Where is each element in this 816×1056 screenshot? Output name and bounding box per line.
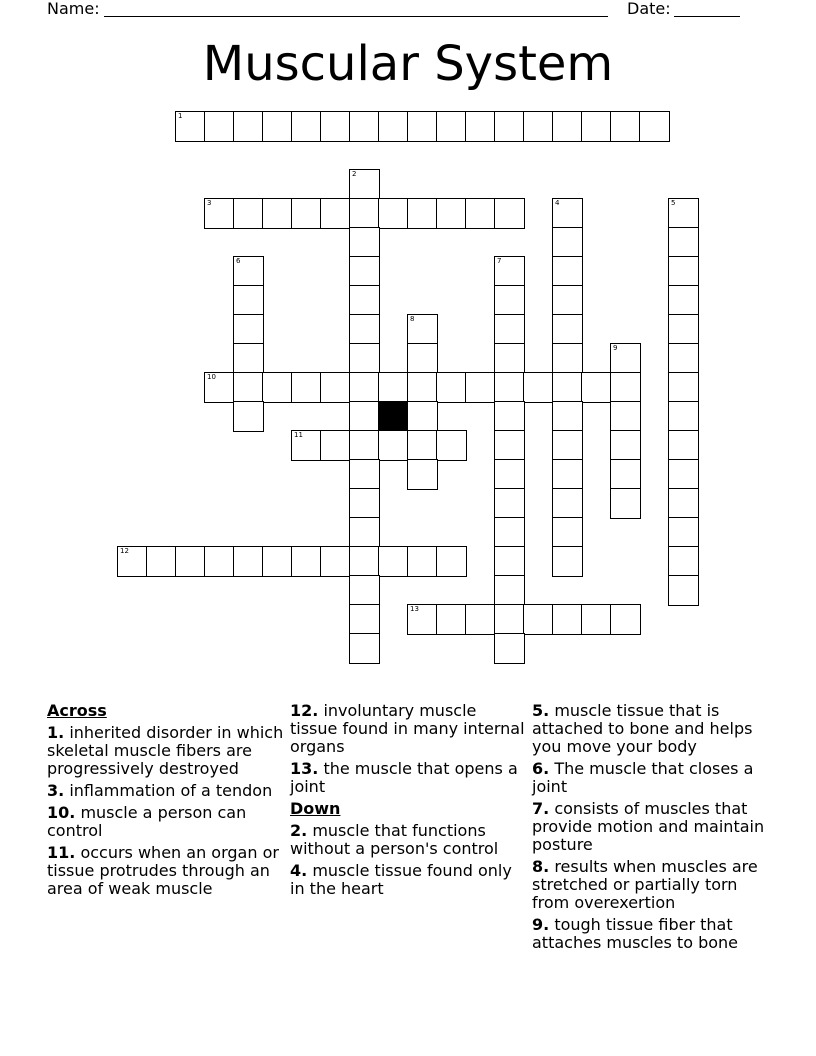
cell-number: 4 xyxy=(555,199,560,207)
clue-text: muscle that functions without a person's control xyxy=(290,821,499,858)
clue-column-2 xyxy=(290,702,528,902)
grid-cell[interactable] xyxy=(668,575,699,606)
grid-cell[interactable] xyxy=(436,604,467,635)
across-heading: Across xyxy=(47,701,107,720)
grid-cell[interactable] xyxy=(494,430,525,461)
grid-cell[interactable] xyxy=(349,633,380,664)
grid-cell[interactable] xyxy=(291,372,322,403)
clue-number: 12. xyxy=(290,701,319,720)
grid-cell[interactable] xyxy=(494,575,525,606)
grid-cell[interactable] xyxy=(204,198,235,229)
grid-cell[interactable] xyxy=(610,459,641,490)
grid-cell[interactable] xyxy=(494,633,525,664)
grid-cell[interactable] xyxy=(494,604,525,635)
cell-number: 5 xyxy=(671,199,676,207)
grid-cell[interactable] xyxy=(378,372,409,403)
grid-cell[interactable] xyxy=(610,430,641,461)
page-title: Muscular System xyxy=(202,36,614,92)
clue-number: 11. xyxy=(47,843,76,862)
clue-text: consists of muscles that provide motion and maintain posture xyxy=(532,799,765,854)
grid-cell[interactable] xyxy=(523,604,554,635)
grid-cell[interactable] xyxy=(204,372,235,403)
grid-cell[interactable] xyxy=(233,314,264,345)
grid-cell[interactable] xyxy=(233,343,264,374)
clue-number: 7. xyxy=(532,799,550,818)
grid-cell[interactable] xyxy=(523,372,554,403)
clue-number: 10. xyxy=(47,803,76,822)
clue-column-1 xyxy=(47,702,285,902)
grid-cell[interactable] xyxy=(349,430,380,461)
clue-text: muscle tissue found only in the heart xyxy=(290,861,512,898)
grid-cell[interactable] xyxy=(233,285,264,316)
grid-cell[interactable] xyxy=(349,111,380,142)
clue-across-13 xyxy=(290,760,528,796)
grid-cell[interactable] xyxy=(465,198,496,229)
down-heading: Down xyxy=(290,799,341,818)
grid-cell[interactable] xyxy=(175,111,206,142)
cell-number: 10 xyxy=(207,373,216,381)
grid-cell[interactable] xyxy=(349,517,380,548)
grid-cell[interactable] xyxy=(610,488,641,519)
grid-cell[interactable] xyxy=(668,517,699,548)
grid-cell[interactable] xyxy=(262,198,293,229)
grid-cell[interactable] xyxy=(117,546,148,577)
cell-number: 12 xyxy=(120,547,129,555)
grid-cell[interactable] xyxy=(291,546,322,577)
cell-number: 7 xyxy=(497,257,502,265)
date-label: Date: xyxy=(627,0,671,18)
clue-text: results when muscles are stretched or partially torn from overexertion xyxy=(532,857,758,912)
grid-cell[interactable] xyxy=(233,198,264,229)
grid-cell[interactable] xyxy=(436,111,467,142)
grid-cell[interactable] xyxy=(668,198,699,229)
cell-number: 1 xyxy=(178,112,183,120)
grid-cell[interactable] xyxy=(320,430,351,461)
clue-text: inherited disorder in which skeletal muscle fibers are progressively destroyed xyxy=(47,723,284,778)
grid-cell[interactable] xyxy=(349,227,380,258)
clue-down-7 xyxy=(532,800,770,854)
clue-down-2 xyxy=(290,822,528,858)
clue-number: 6. xyxy=(532,759,550,778)
cell-number: 2 xyxy=(352,170,357,178)
clue-number: 9. xyxy=(532,915,550,934)
grid-cell[interactable] xyxy=(552,111,583,142)
clue-text: involuntary muscle tissue found in many internal organs xyxy=(290,701,525,756)
grid-cell[interactable] xyxy=(552,343,583,374)
grid-cell[interactable] xyxy=(668,285,699,316)
grid-cell[interactable] xyxy=(349,372,380,403)
clue-across-12 xyxy=(290,702,528,756)
grid-cell[interactable] xyxy=(233,111,264,142)
grid-cell[interactable] xyxy=(378,546,409,577)
grid-cell[interactable] xyxy=(494,111,525,142)
clue-down-4 xyxy=(290,862,528,898)
grid-cell[interactable] xyxy=(581,604,612,635)
grid-cell[interactable] xyxy=(291,111,322,142)
grid-cell[interactable] xyxy=(552,401,583,432)
grid-cell[interactable] xyxy=(262,111,293,142)
grid-cell[interactable] xyxy=(552,430,583,461)
grid-cell[interactable] xyxy=(407,430,438,461)
grid-cell[interactable] xyxy=(407,372,438,403)
clue-down-8 xyxy=(532,858,770,912)
grid-cell[interactable] xyxy=(349,198,380,229)
grid-cell[interactable] xyxy=(668,401,699,432)
grid-cell[interactable] xyxy=(349,459,380,490)
grid-cell[interactable] xyxy=(639,111,670,142)
grid-cell[interactable] xyxy=(349,314,380,345)
grid-cell[interactable] xyxy=(436,430,467,461)
clue-number: 8. xyxy=(532,857,550,876)
grid-cell[interactable] xyxy=(668,459,699,490)
grid-cell[interactable] xyxy=(552,227,583,258)
grid-cell[interactable] xyxy=(349,401,380,432)
grid-cell[interactable] xyxy=(233,372,264,403)
grid-cell[interactable] xyxy=(610,401,641,432)
grid-cell[interactable] xyxy=(233,256,264,287)
clue-text: inflammation of a tendon xyxy=(69,781,273,800)
grid-cell[interactable] xyxy=(465,604,496,635)
clue-across-10 xyxy=(47,804,285,840)
clue-down-6 xyxy=(532,760,770,796)
grid-cell[interactable] xyxy=(494,256,525,287)
grid-cell[interactable] xyxy=(262,546,293,577)
grid-cell[interactable] xyxy=(407,546,438,577)
clue-number: 13. xyxy=(290,759,319,778)
grid-cell[interactable] xyxy=(349,285,380,316)
grid-cell[interactable] xyxy=(668,430,699,461)
grid-cell[interactable] xyxy=(407,198,438,229)
grid-cell[interactable] xyxy=(552,517,583,548)
grid-cell[interactable] xyxy=(465,111,496,142)
grid-cell[interactable] xyxy=(407,111,438,142)
clue-text: The muscle that closes a joint xyxy=(532,759,754,796)
grid-cell[interactable] xyxy=(204,111,235,142)
grid-cell[interactable] xyxy=(436,546,467,577)
grid-cell[interactable] xyxy=(494,401,525,432)
grid-cell[interactable] xyxy=(349,343,380,374)
clue-text: occurs when an organ or tissue protrudes through an area of weak muscle xyxy=(47,843,279,898)
grid-cell[interactable] xyxy=(610,604,641,635)
grid-cell[interactable] xyxy=(494,459,525,490)
grid-cell[interactable] xyxy=(349,575,380,606)
cell-number: 9 xyxy=(613,344,618,352)
grid-cell[interactable] xyxy=(552,459,583,490)
clue-down-9 xyxy=(532,916,770,952)
grid-cell[interactable] xyxy=(349,488,380,519)
grid-cell[interactable] xyxy=(378,111,409,142)
grid-cell[interactable] xyxy=(581,372,612,403)
grid-cell[interactable] xyxy=(610,343,641,374)
grid-cell[interactable] xyxy=(552,285,583,316)
grid-cell[interactable] xyxy=(552,546,583,577)
grid-cell[interactable] xyxy=(668,314,699,345)
grid-cell[interactable] xyxy=(262,372,293,403)
clue-number: 1. xyxy=(47,723,65,742)
grid-cell[interactable] xyxy=(668,256,699,287)
grid-cell[interactable] xyxy=(233,546,264,577)
grid-cell[interactable] xyxy=(320,198,351,229)
grid-cell[interactable] xyxy=(378,430,409,461)
grid-cell[interactable] xyxy=(668,546,699,577)
grid-cell[interactable] xyxy=(552,198,583,229)
name-label: Name: xyxy=(47,0,100,18)
grid-cell[interactable] xyxy=(552,488,583,519)
grid-cell[interactable] xyxy=(494,372,525,403)
clue-text: muscle tissue that is attached to bone and helps you move your body xyxy=(532,701,753,756)
grid-cell[interactable] xyxy=(349,604,380,635)
grid-cell[interactable] xyxy=(552,372,583,403)
grid-cell[interactable] xyxy=(494,314,525,345)
grid-cell[interactable] xyxy=(349,546,380,577)
cell-number: 6 xyxy=(236,257,241,265)
grid-cell[interactable] xyxy=(523,111,554,142)
clue-text: the muscle that opens a joint xyxy=(290,759,518,796)
clue-number: 4. xyxy=(290,861,308,880)
grid-cell[interactable] xyxy=(320,111,351,142)
grid-cell[interactable] xyxy=(320,546,351,577)
grid-cell[interactable] xyxy=(436,372,467,403)
cell-number: 3 xyxy=(207,199,212,207)
cell-number: 11 xyxy=(294,431,303,439)
grid-cell[interactable] xyxy=(610,111,641,142)
grid-cell[interactable] xyxy=(233,401,264,432)
grid-cell[interactable] xyxy=(378,198,409,229)
grid-cell[interactable] xyxy=(494,198,525,229)
clue-number: 2. xyxy=(290,821,308,840)
grid-cell[interactable] xyxy=(407,604,438,635)
grid-cell[interactable] xyxy=(146,546,177,577)
clue-across-3 xyxy=(47,782,285,800)
grid-cell[interactable] xyxy=(407,459,438,490)
grid-cell[interactable] xyxy=(552,604,583,635)
grid-cell[interactable] xyxy=(175,546,206,577)
grid-cell[interactable] xyxy=(610,372,641,403)
grid-cell[interactable] xyxy=(407,314,438,345)
clue-number: 3. xyxy=(47,781,65,800)
clue-text: muscle a person can control xyxy=(47,803,247,840)
grid-cell[interactable] xyxy=(494,546,525,577)
clue-text: tough tissue fiber that attaches muscles to bone xyxy=(532,915,739,952)
clue-number: 5. xyxy=(532,701,550,720)
grid-cell[interactable] xyxy=(494,517,525,548)
grid-cell[interactable] xyxy=(668,227,699,258)
clue-column-3 xyxy=(532,702,770,956)
grid-cell[interactable] xyxy=(668,372,699,403)
grid-cell[interactable] xyxy=(320,372,351,403)
clue-across-1 xyxy=(47,724,285,778)
grid-cell[interactable] xyxy=(494,488,525,519)
clue-across-11 xyxy=(47,844,285,898)
grid-cell[interactable] xyxy=(407,401,438,432)
grid-cell[interactable] xyxy=(349,256,380,287)
grid-cell[interactable] xyxy=(349,169,380,200)
blocked-cell xyxy=(378,401,409,432)
grid-cell[interactable] xyxy=(494,343,525,374)
grid-cell[interactable] xyxy=(291,430,322,461)
grid-cell[interactable] xyxy=(494,285,525,316)
grid-cell[interactable] xyxy=(465,372,496,403)
grid-cell[interactable] xyxy=(668,488,699,519)
cell-number: 13 xyxy=(410,605,419,613)
grid-cell[interactable] xyxy=(581,111,612,142)
grid-cell[interactable] xyxy=(204,546,235,577)
cell-number: 8 xyxy=(410,315,415,323)
grid-cell[interactable] xyxy=(407,343,438,374)
clue-down-5 xyxy=(532,702,770,756)
grid-cell[interactable] xyxy=(552,256,583,287)
grid-cell[interactable] xyxy=(291,198,322,229)
grid-cell[interactable] xyxy=(668,343,699,374)
grid-cell[interactable] xyxy=(436,198,467,229)
grid-cell[interactable] xyxy=(552,314,583,345)
